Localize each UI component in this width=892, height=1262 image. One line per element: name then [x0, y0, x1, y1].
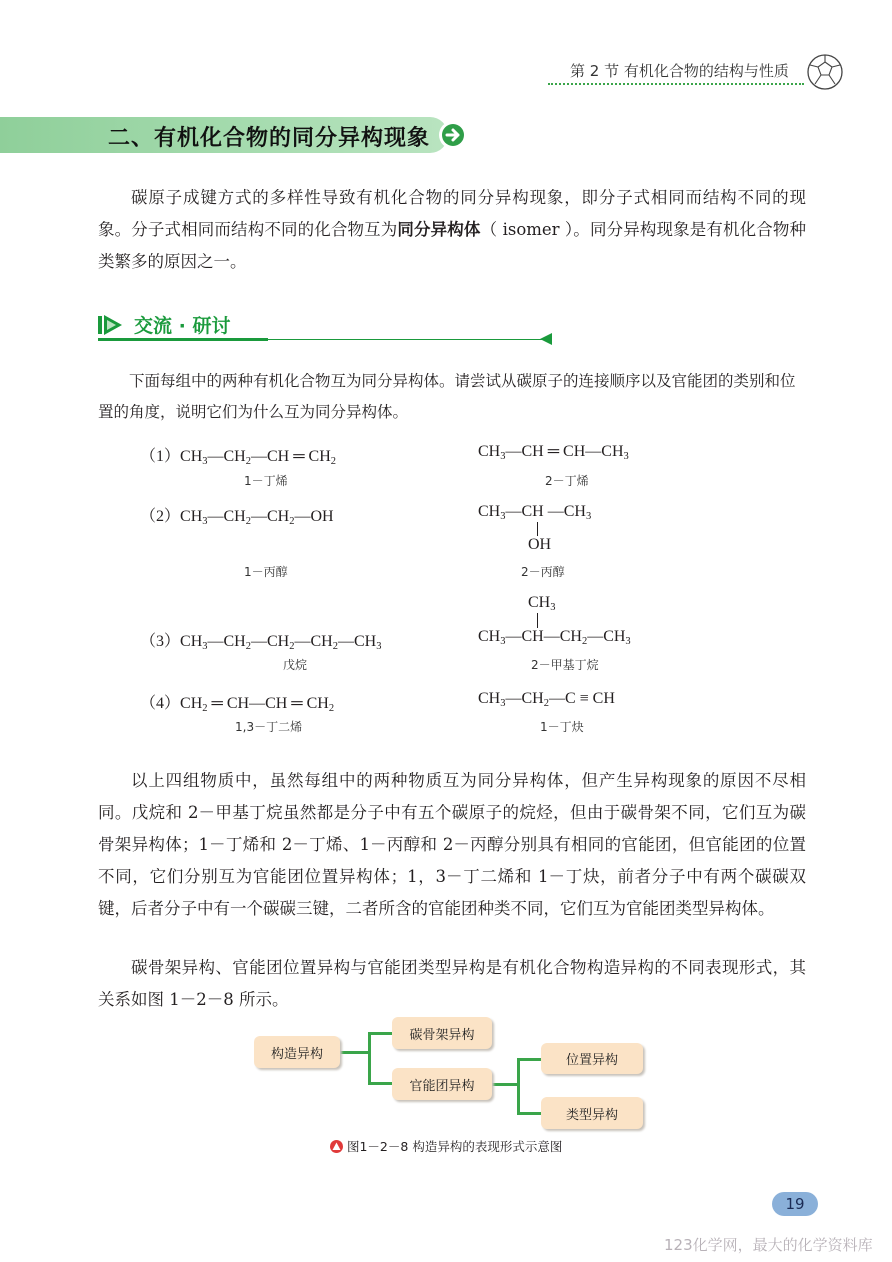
group-4-left-caption: 1,3－丁二烯 — [235, 720, 303, 734]
group-1-left-caption: 1－丁烯 — [244, 474, 288, 488]
group-1-right-formula: $CH_3—CH$ ═ $CH—CH_3$ — [478, 443, 629, 462]
methyl-branch: $CH_3$ — [528, 594, 556, 613]
fullerene-icon — [806, 53, 844, 91]
exchange-prompt: 下面每组中的两种有机化合物互为同分异构体。请尝试从碳原子的连接顺序以及官能团的类别和位置的角度，说明它们为什么互为同分异构体。 — [98, 372, 796, 421]
node-position-isomerism: 位置异构 — [541, 1043, 643, 1074]
node-type-isomerism: 类型异构 — [541, 1097, 643, 1129]
connector-line — [368, 1082, 392, 1085]
group-3-right-caption: 2－甲基丁烷 — [531, 658, 599, 672]
header-rule — [548, 83, 804, 85]
group-2-left-formula: $(2)CH_3—CH_2—CH_2—OH$ — [140, 508, 334, 527]
body-paragraph-1: 以上四组物质中，虽然每组中的两种物质互为同分异构体，但产生异构现象的原因不尽相同。戊烷和 2－甲基丁烷虽然都是分子中有五个碳原子的烷烃，但由于碳骨架不同，它们互为碳骨架异构体；1－丁烯和 2－丁烯、1－丙醇和 2－丙醇分别具有相同的官能团，但官能团的位置不同，它们分别互为官能团位置异构体；1，3－丁二烯和 1－丁炔，前者分子中有两个碳碳双键，后者分子中有一个碳碳三键，二者所含的官能团种类不同，它们互为官能团类型异构体。 — [98, 771, 806, 918]
group-4-right-caption: 1－丁炔 — [540, 720, 584, 734]
figure-caption: 图1－2－8 构造异构的表现形式示意图 — [330, 1137, 562, 1155]
connector-line — [340, 1051, 370, 1054]
arrow-right-icon — [438, 120, 468, 150]
page-number: 19 — [772, 1192, 818, 1216]
exchange-title: 交流 · 研讨 — [134, 315, 231, 337]
hydroxyl-group: OH — [528, 536, 552, 553]
connector-line — [517, 1058, 541, 1061]
connector-line — [368, 1032, 371, 1085]
group-2-right-formula: $CH_3—CH$ $—CH_3$ — [478, 503, 592, 522]
exchange-rule — [98, 338, 550, 341]
group-3-left-caption: 戊烷 — [283, 658, 308, 672]
watermark: 123化学网，最大的化学资料库 — [664, 1236, 873, 1254]
group-2-right-caption: 2－丙醇 — [521, 565, 565, 579]
group-2-left-caption: 1－丙醇 — [244, 565, 288, 579]
bond-line — [537, 613, 538, 628]
triangle-icon — [330, 1140, 343, 1153]
group-3-right-formula: $CH_3—CH—CH_2—CH_3$ — [478, 628, 631, 647]
node-functional-isomerism: 官能团异构 — [392, 1068, 492, 1100]
section-title: 二、有机化合物的同分异构现象 — [108, 126, 431, 151]
group-3-left-formula: $(3)CH_3—CH_2—CH_2—CH_2—CH_3$ — [140, 633, 382, 652]
rule-end-arrow — [540, 333, 552, 345]
connector-line — [517, 1058, 520, 1115]
group-4-right-formula: $CH_3—CH_2—C$ ≡ CH — [478, 690, 615, 709]
connector-line — [492, 1083, 519, 1086]
intro-text: 碳原子成键方式的多样性导致有机化合物的同分异构现象，即分子式相同而结构不同的现象。分子式相同而结构不同的化合物互为 — [98, 188, 806, 239]
body-paragraph-2: 碳骨架异构、官能团位置异构与官能团类型异构是有机化合物构造异构的不同表现形式，其关系如图 1－2－8 所示。 — [98, 958, 806, 1009]
bond-line — [537, 522, 538, 536]
group-1-right-caption: 2－丁烯 — [545, 474, 589, 488]
node-skeleton-isomerism: 碳骨架异构 — [392, 1017, 492, 1049]
group-1-left-formula: $(1)CH_3—CH_2—CH$ ═ $CH_2$ — [140, 448, 337, 467]
running-header: 第 2 节 有机化合物的结构与性质 — [570, 62, 789, 80]
group-4-left-formula: $(4)CH_2$ ═ CH—CH ═ $CH_2$ — [140, 695, 335, 714]
play-arrow-icon — [98, 314, 124, 336]
node-constitutional-isomerism: 构造异构 — [254, 1036, 340, 1068]
connector-line — [517, 1112, 541, 1115]
connector-line — [368, 1032, 392, 1035]
intro-text-end: （ isomer ）。同分异构现象是有机化合物种类繁多的原因之一。 — [98, 220, 807, 271]
isomer-term: 同分异构体 — [397, 220, 481, 239]
intro-paragraph — [98, 182, 806, 278]
